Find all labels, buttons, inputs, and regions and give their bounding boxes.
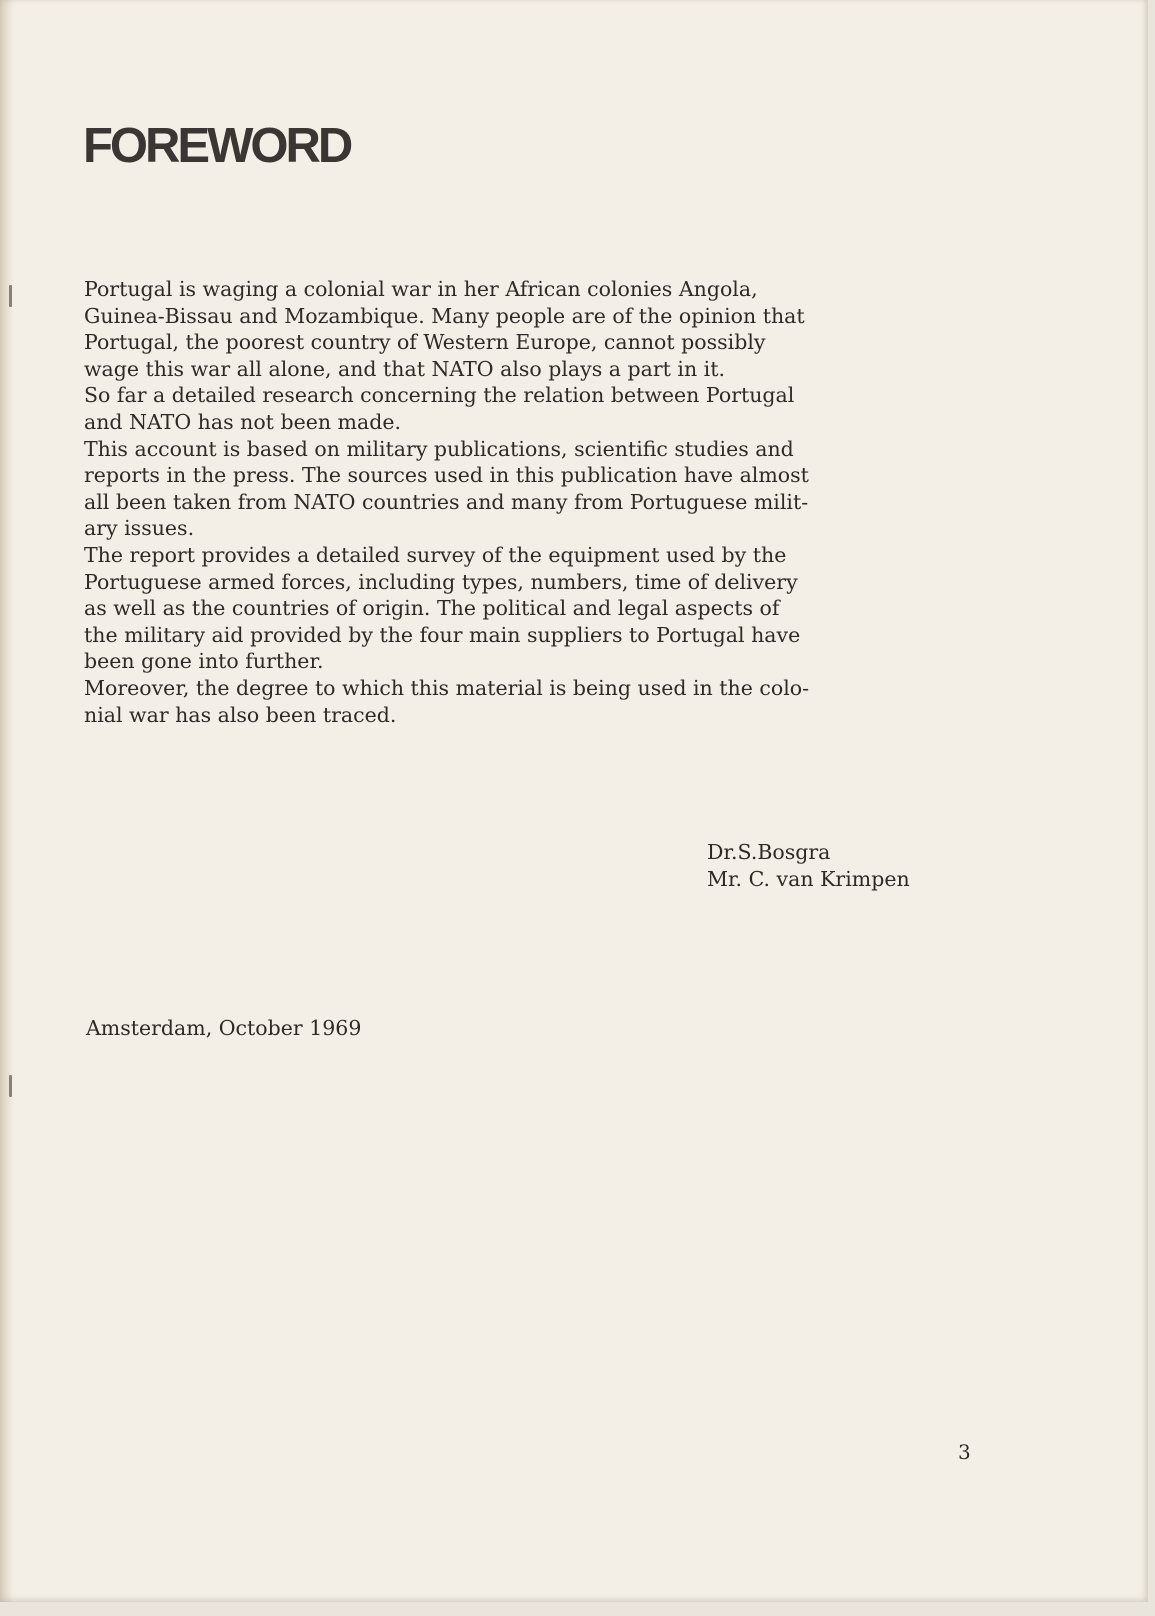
page-title: FOREWORD	[83, 119, 351, 173]
body-line: ary issues.	[84, 516, 195, 541]
body-line: reports in the press. The sources used in this publication have almost	[84, 463, 809, 488]
body-line: The report provides a detailed survey of the equipment used by the	[84, 542, 787, 567]
body-line: the military aid provided by the four main suppliers to Portugal have	[84, 622, 801, 647]
body-line: Guinea-Bissau and Mozambique. Many people are of the opinion that	[84, 303, 805, 328]
body-line: wage this war all alone, and that NATO also plays a part in it.	[84, 356, 725, 381]
staple-mark-bottom	[9, 1075, 12, 1097]
binding-edge	[0, 0, 14, 1602]
body-line: Portugal is waging a colonial war in her African colonies Angola,	[84, 277, 758, 301]
body-line: Moreover, the degree to which this material is being used in the colo-	[84, 675, 810, 700]
foreword-body	[84, 276, 984, 728]
staple-mark-top	[9, 285, 12, 307]
body-line: been gone into further.	[84, 649, 324, 674]
body-line: nial war has also been traced.	[84, 702, 397, 727]
signatory-name: Dr.S.Bosgra	[707, 840, 831, 864]
body-line: all been taken from NATO countries and many from Portuguese milit-	[84, 489, 809, 514]
place-and-date: Amsterdam, October 1969	[86, 1016, 362, 1040]
body-line: Portuguese armed forces, including types, numbers, time of delivery	[84, 569, 798, 594]
signature-block	[707, 839, 910, 893]
body-line: and NATO has not been made.	[84, 409, 401, 434]
body-line: So far a detailed research concerning the relation between Portugal	[84, 383, 795, 408]
body-line: as well as the countries of origin. The political and legal aspects of	[84, 596, 780, 621]
signatory-name: Mr. C. van Krimpen	[707, 867, 910, 891]
body-line: This account is based on military publications, scientific studies and	[84, 436, 794, 461]
page-number: 3	[958, 1440, 971, 1464]
body-line: Portugal, the poorest country of Western Europe, cannot possibly	[84, 330, 766, 355]
